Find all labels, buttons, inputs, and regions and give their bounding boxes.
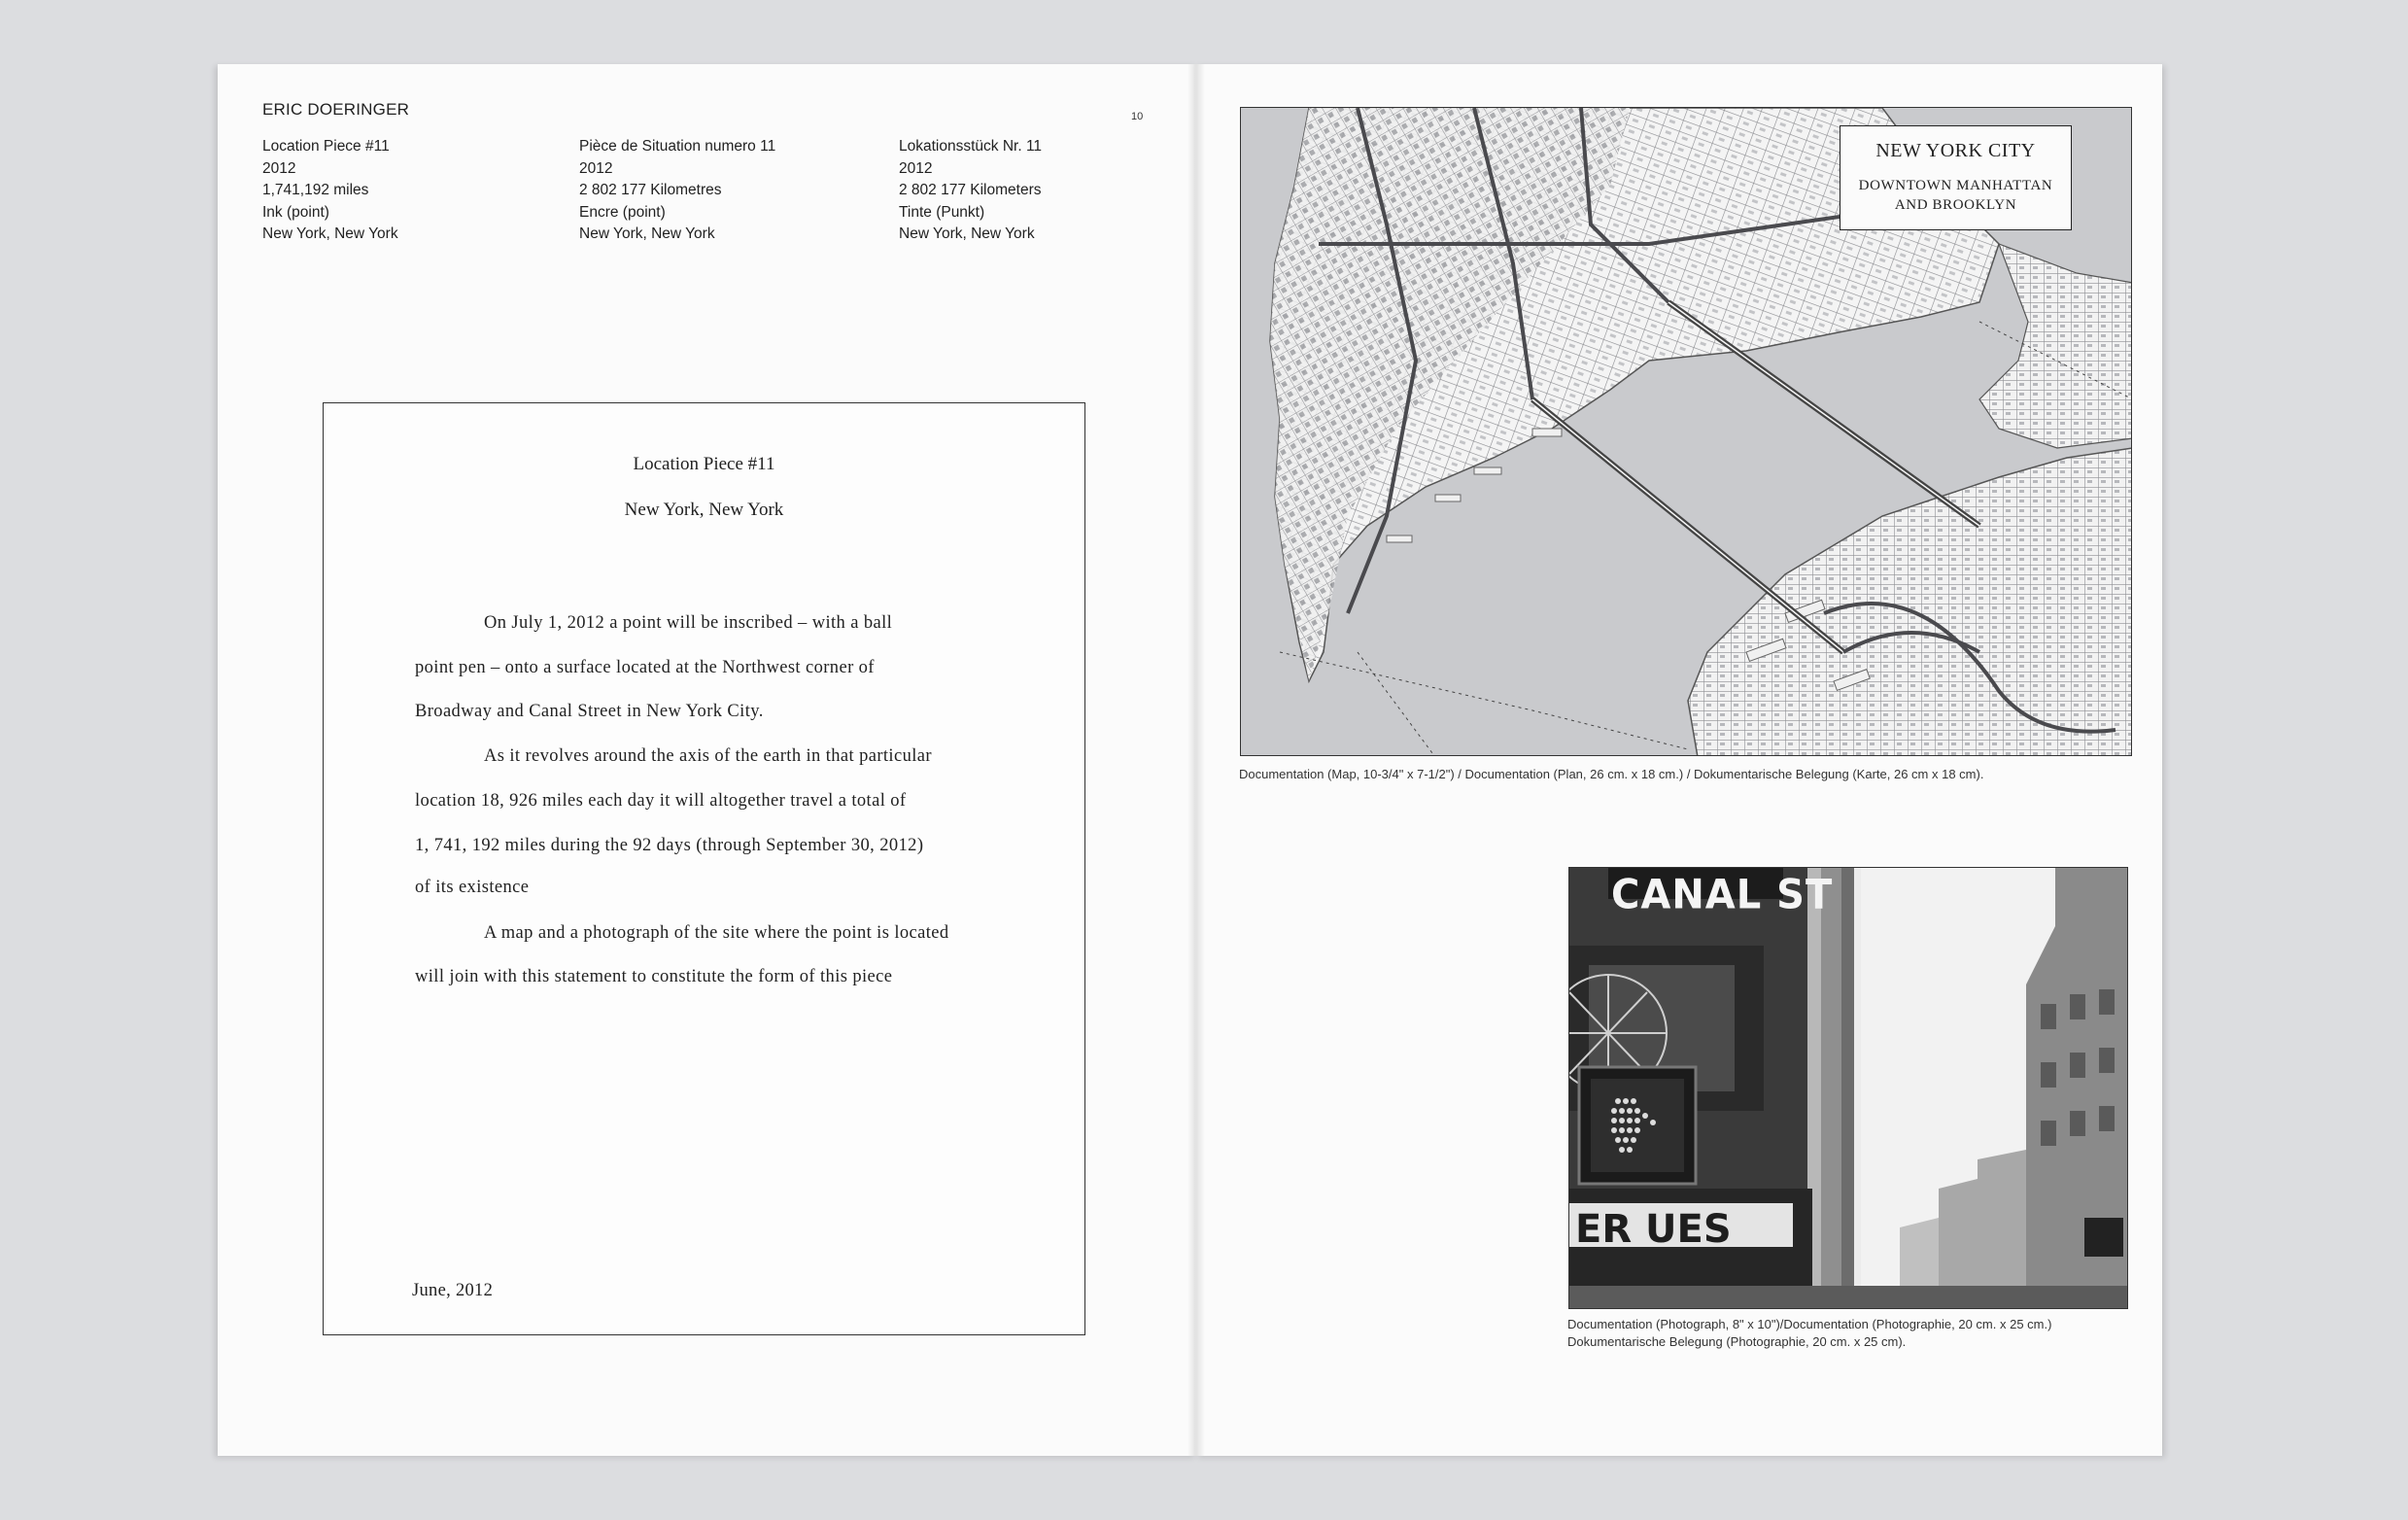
photo-caption — [1567, 1316, 2051, 1351]
map-legend-title: NEW YORK CITY — [1875, 140, 2036, 161]
work-info-line: Pièce de Situation numero 11 — [579, 138, 776, 155]
map-caption: Documentation (Map, 10-3/4" x 7-1/2") / Documentation (Plan, 26 cm. x 18 cm.) / Dokumentarische Belegung (Karte, 26 cm x 18 cm). — [1239, 767, 1984, 781]
statement-line: On July 1, 2012 a point will be inscribed – with a ball — [484, 613, 893, 633]
canal-street-photo — [1568, 867, 2128, 1309]
map-legend-subtitle: AND BROOKLYN — [1894, 197, 2017, 213]
statement-line: 1, 741, 192 miles during the 92 days (through September 30, 2012) — [415, 836, 924, 855]
work-info-line: Lokationsstück Nr. 11 — [899, 138, 1043, 155]
work-info-line: 2 802 177 Kilometres — [579, 182, 722, 198]
statement-date: June, 2012 — [412, 1281, 494, 1300]
work-info-line: 2012 — [579, 159, 613, 177]
work-info-line: 1,741,192 miles — [262, 182, 369, 198]
street-map — [1240, 107, 2132, 756]
photo-caption-line: Documentation (Photograph, 8" x 10")/Documentation (Photographie, 20 cm. x 25 cm.) — [1567, 1317, 2052, 1331]
work-info-line: New York, New York — [262, 225, 398, 242]
work-info-line: 2012 — [262, 159, 296, 177]
statement-box — [323, 402, 1085, 1335]
artist-name: ERIC DOERINGER — [262, 100, 410, 119]
work-info-french — [579, 136, 775, 246]
canal-st-sign: CANAL ST — [1611, 871, 1834, 919]
work-info-line: Location Piece #11 — [262, 138, 390, 155]
map-legend-subtitle: DOWNTOWN MANHATTAN — [1858, 178, 2053, 193]
work-info-line: Ink (point) — [262, 203, 329, 221]
statement-line: As it revolves around the axis of the earth in that particular — [484, 746, 932, 766]
map-legend — [1840, 125, 2072, 230]
work-info-line: 2012 — [899, 159, 933, 177]
statement-subtitle: New York, New York — [624, 500, 784, 520]
book-gutter — [1187, 64, 1205, 1456]
statement-line: A map and a photograph of the site where the point is located — [484, 923, 949, 943]
statement-line: location 18, 926 miles each day it will altogether travel a total of — [415, 791, 907, 811]
svg-text:ER UES: ER UES — [1575, 1207, 1732, 1252]
statement-title: Location Piece #11 — [633, 454, 775, 474]
work-info-line: New York, New York — [899, 225, 1035, 242]
work-info-line: Encre (point) — [579, 203, 666, 221]
work-info-english — [262, 136, 398, 246]
work-info-line: 2 802 177 Kilometers — [899, 182, 1042, 198]
work-info-line: Tinte (Punkt) — [899, 203, 985, 221]
work-info-german — [899, 136, 1042, 246]
photo-graphic — [1569, 868, 2128, 1309]
work-info-line: New York, New York — [579, 225, 715, 242]
page-number: 10 — [1131, 111, 1144, 122]
statement-line: of its existence — [415, 878, 530, 897]
statement-line: point pen – onto a surface located at the Northwest corner of — [415, 658, 875, 677]
statement-line: will join with this statement to constitute the form of this piece — [415, 967, 893, 986]
photo-caption-line: Dokumentarische Belegung (Photographie, 20 cm. x 25 cm). — [1567, 1334, 1907, 1349]
statement-line: Broadway and Canal Street in New York City. — [415, 702, 764, 721]
